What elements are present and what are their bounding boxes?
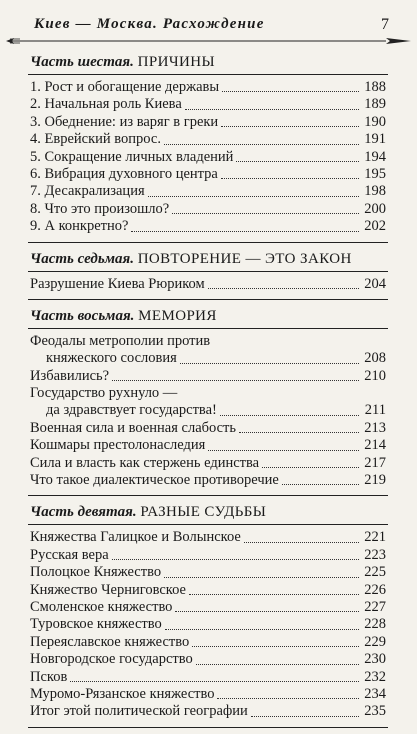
dot-leader xyxy=(112,558,359,560)
toc-entry-page: 234 xyxy=(364,685,386,702)
toc-entry-page: 194 xyxy=(364,148,386,165)
toc-entry-title: 2. Начальная роль Киева xyxy=(30,96,182,113)
section-end-divider xyxy=(28,495,388,496)
toc-entry-page: 204 xyxy=(364,275,386,292)
toc-entry-title: 5. Сокращение личных владений xyxy=(30,148,234,165)
dot-leader xyxy=(208,287,359,289)
toc-entry xyxy=(30,455,386,472)
dot-leader xyxy=(131,230,359,232)
toc-entry xyxy=(30,529,386,546)
toc-entry-title: Сила и власть как стержень единства xyxy=(30,454,260,471)
dot-leader xyxy=(208,449,359,451)
toc-entry xyxy=(30,582,386,599)
toc-entry-title: Феодалы метрополии против xyxy=(30,332,211,349)
toc-entry-page: 188 xyxy=(364,78,386,95)
toc-entry-title: 6. Вибрация духовного центра xyxy=(30,165,218,182)
section-divider xyxy=(28,271,388,272)
toc-entry-title: Что такое диалектическое противоречие xyxy=(30,472,279,489)
dot-leader xyxy=(244,541,359,543)
toc-entry xyxy=(30,547,386,564)
dot-leader xyxy=(164,143,359,145)
running-header xyxy=(0,14,417,44)
section-title: ПОВТОРЕНИЕ — ЭТО ЗАКОН xyxy=(137,250,352,267)
dot-leader xyxy=(220,414,359,416)
toc-entry xyxy=(30,114,386,131)
dot-leader xyxy=(239,431,359,433)
dot-leader xyxy=(262,466,359,468)
toc-entry-page: 210 xyxy=(364,367,386,384)
dot-leader xyxy=(180,362,359,364)
section-end-divider xyxy=(28,242,388,243)
toc-entry xyxy=(30,385,386,402)
toc-entry xyxy=(30,599,386,616)
dot-leader xyxy=(165,628,359,630)
toc-section xyxy=(30,502,386,727)
dot-leader xyxy=(112,379,359,381)
toc-entry xyxy=(30,703,386,720)
section-heading xyxy=(30,306,386,326)
toc-entry-title: княжеского сословия xyxy=(46,350,177,367)
toc-entry-title: 7. Десакрализация xyxy=(30,183,145,200)
dot-leader xyxy=(189,593,359,595)
dot-leader xyxy=(221,177,359,179)
dot-leader xyxy=(196,663,359,665)
toc-entry xyxy=(30,96,386,113)
toc-entry xyxy=(30,634,386,651)
dot-leader xyxy=(192,645,359,647)
toc-entry-title: Княжество Черниговское xyxy=(30,581,186,598)
section-divider xyxy=(28,328,388,329)
toc-entry-page: 232 xyxy=(364,668,386,685)
toc-entry-title: Муромо-Рязанское княжество xyxy=(30,685,215,702)
toc-entry-page: 200 xyxy=(364,200,386,217)
toc-entry xyxy=(30,333,386,350)
toc-section xyxy=(30,249,386,300)
toc-entry xyxy=(30,564,386,581)
toc-entry-title: Итог этой политической географии xyxy=(30,703,248,720)
running-head-title: Киев — Москва. Расхождение xyxy=(34,16,265,32)
toc-entry-page: 213 xyxy=(364,419,386,436)
toc-entry-page: 229 xyxy=(364,633,386,650)
toc-entry xyxy=(30,201,386,218)
toc-entry-title: да здравствует государства! xyxy=(46,402,217,419)
toc-entry-page: 211 xyxy=(364,402,386,419)
toc-entry-title: Государство рухнуло — xyxy=(30,385,178,402)
section-part-label: Часть девятая. xyxy=(30,504,137,521)
dot-leader xyxy=(148,195,359,197)
toc-entry-title: Разрушение Киева Рюриком xyxy=(30,275,205,292)
toc-entry xyxy=(30,686,386,703)
toc-entry xyxy=(30,149,386,166)
toc-entry-title: Переяславское княжество xyxy=(30,633,190,650)
toc-entry-page: 223 xyxy=(364,546,386,563)
toc-entry xyxy=(30,616,386,633)
toc-entry-title: 9. А конкретно? xyxy=(30,218,129,235)
toc-entry-page: 208 xyxy=(364,350,386,367)
dot-leader xyxy=(164,576,359,578)
dot-leader xyxy=(221,125,359,127)
section-divider xyxy=(28,74,388,75)
toc-entry-title: 3. Обеднение: из варяг в греки xyxy=(30,113,219,130)
section-title: МЕМОРИЯ xyxy=(138,307,217,324)
toc-entry xyxy=(30,472,386,489)
toc-entry-title: Княжества Галицкое и Волынское xyxy=(30,529,241,546)
toc-entry-page: 228 xyxy=(364,616,386,633)
dot-leader xyxy=(236,160,359,162)
dot-leader xyxy=(222,90,359,92)
toc-entry-title: 1. Рост и обогащение державы xyxy=(30,78,220,95)
toc-entry-page: 189 xyxy=(364,96,386,113)
section-heading xyxy=(30,249,386,269)
toc-entry xyxy=(30,420,386,437)
section-end-divider xyxy=(28,299,388,300)
dot-leader xyxy=(175,610,359,612)
dot-leader xyxy=(70,680,359,682)
decorative-arrow-rule xyxy=(6,38,411,44)
toc-entry-title: Кошмары престолонаследия xyxy=(30,437,206,454)
toc-entry xyxy=(30,131,386,148)
toc-entry xyxy=(30,276,386,293)
toc-entry-page: 226 xyxy=(364,581,386,598)
toc-entry-title: Военная сила и военная слабость xyxy=(30,419,237,436)
section-title: РАЗНЫЕ СУДЬБЫ xyxy=(140,504,267,521)
toc-entry-title: Русская вера xyxy=(30,546,109,563)
dot-leader xyxy=(185,108,359,110)
dot-leader xyxy=(172,212,359,214)
toc-entry-page: 230 xyxy=(364,651,386,668)
section-end-divider xyxy=(28,727,388,728)
toc-entry-page: 202 xyxy=(364,218,386,235)
toc-entry xyxy=(30,651,386,668)
toc-entry xyxy=(30,218,386,235)
section-title: ПРИЧИНЫ xyxy=(137,54,215,70)
dot-leader xyxy=(282,483,359,485)
toc-entry-title: Избавились? xyxy=(30,367,110,384)
toc-entry-title: Полоцкое Княжество xyxy=(30,564,162,581)
toc-entry xyxy=(30,79,386,96)
toc-entry-page: 225 xyxy=(364,564,386,581)
section-part-label: Часть восьмая. xyxy=(30,307,135,324)
section-heading xyxy=(30,52,386,72)
toc-entry-page: 227 xyxy=(364,598,386,615)
dot-leader xyxy=(251,715,359,717)
table-of-contents xyxy=(30,52,386,734)
toc-entry-page: 191 xyxy=(364,131,386,148)
toc-entry-title: Новгородское государство xyxy=(30,651,193,668)
toc-entry xyxy=(30,166,386,183)
toc-entry-title: Смоленское княжество xyxy=(30,598,173,615)
toc-section xyxy=(30,52,386,243)
toc-entry-page: 190 xyxy=(364,113,386,130)
toc-entry-page: 214 xyxy=(364,437,386,454)
toc-entry-page: 219 xyxy=(364,472,386,489)
toc-entry xyxy=(30,368,386,385)
page-number: 7 xyxy=(381,16,389,33)
toc-entry-page: 195 xyxy=(364,165,386,182)
toc-entry-page: 221 xyxy=(364,529,386,546)
toc-entry xyxy=(30,350,386,367)
toc-entry-title: Туровское княжество xyxy=(30,616,162,633)
toc-entry-title: 8. Что это произошло? xyxy=(30,200,170,217)
section-part-label: Часть седьмая. xyxy=(30,250,134,267)
section-heading xyxy=(30,502,386,522)
toc-entry xyxy=(30,183,386,200)
toc-entry xyxy=(30,669,386,686)
section-divider xyxy=(28,524,388,525)
toc-entry-page: 235 xyxy=(364,703,386,720)
section-part-label: Часть шестая. xyxy=(30,54,134,70)
toc-entry-page: 198 xyxy=(364,183,386,200)
dot-leader xyxy=(217,697,359,699)
toc-section xyxy=(30,306,386,497)
toc-entry-title: 4. Еврейский вопрос. xyxy=(30,131,161,148)
toc-entry xyxy=(30,402,386,419)
toc-entry xyxy=(30,437,386,454)
toc-entry-title: Псков xyxy=(30,668,68,685)
toc-entry-page: 217 xyxy=(364,454,386,471)
